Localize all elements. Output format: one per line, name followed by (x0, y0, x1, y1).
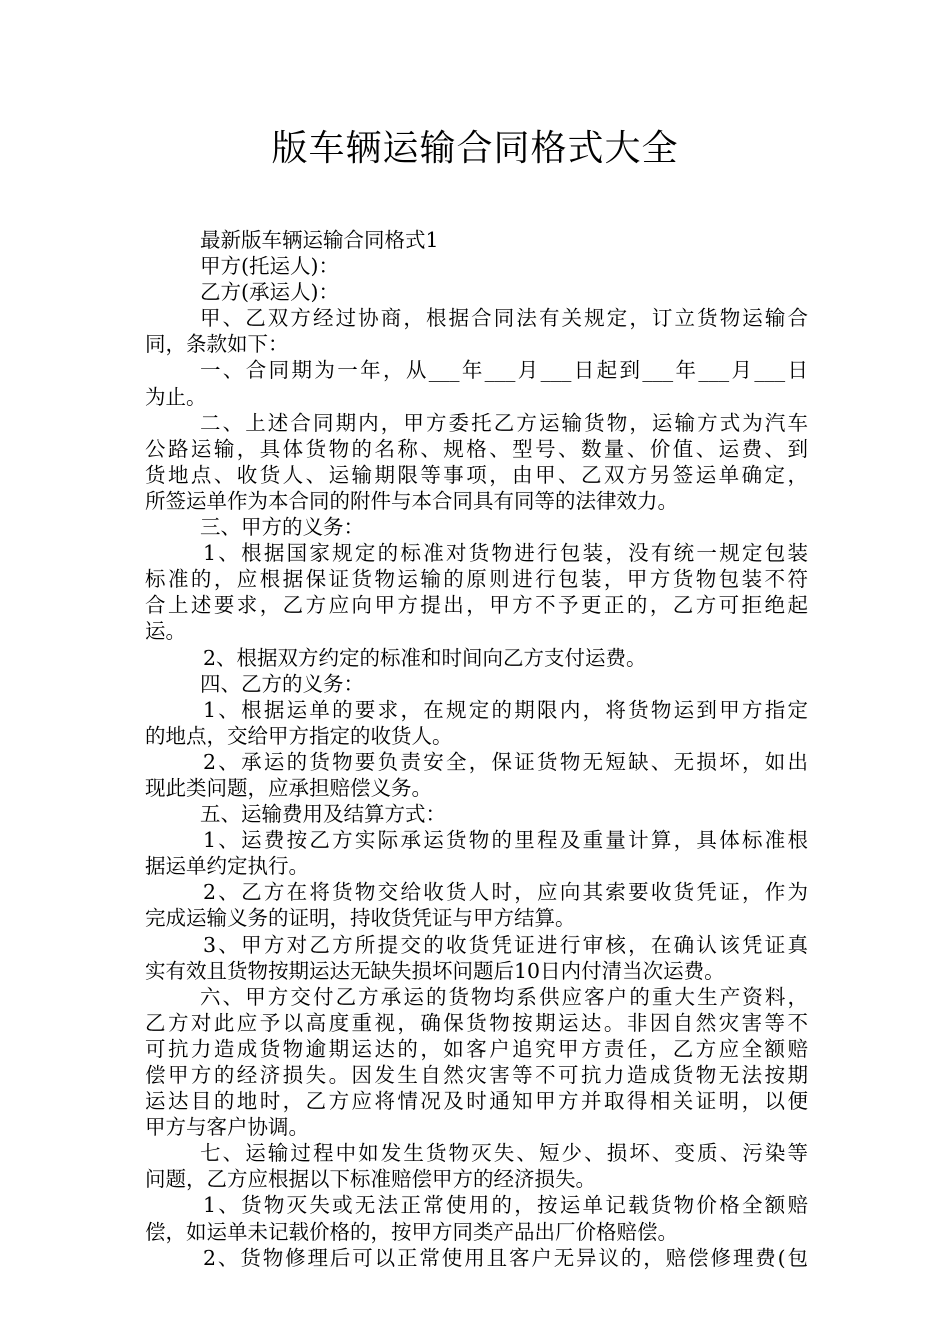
paragraph-line: 现此类问题，应承担赔偿义务。 (145, 775, 432, 800)
paragraph-line: 为止。 (145, 384, 207, 409)
paragraph-line: 五、运输费用及结算方式： (200, 802, 446, 827)
paragraph-line: 甲方与客户协调。 (145, 1115, 309, 1140)
paragraph-line: 2、货物修理后可以正常使用且客户无异议的，赔偿修理费(包 (203, 1245, 808, 1270)
paragraph-line: 2、乙方在将货物交给收货人时，应向其索要收货凭证，作为 (203, 880, 808, 905)
paragraph-line: 甲、乙双方经过协商，根据合同法有关规定，订立货物运输合 (200, 306, 808, 331)
paragraph-line: 2、根据双方约定的标准和时间向乙方支付运费。 (203, 645, 647, 670)
paragraph-line: 合上述要求，乙方应向甲方提出，甲方不予更正的，乙方可拒绝起 (145, 593, 808, 618)
paragraph-line: 乙方对此应予以高度重视，确保货物按期运达。非因自然灾害等不 (145, 1010, 808, 1035)
document-body (145, 227, 808, 1271)
paragraph-line: 七、运输过程中如发生货物灭失、短少、损坏、变质、污染等 (200, 1141, 808, 1166)
paragraph-line: 同，条款如下： (145, 332, 289, 357)
paragraph-line: 3、甲方对乙方所提交的收货凭证进行审核，在确认该凭证真 (203, 932, 808, 957)
paragraph-line: 标准的，应根据保证货物运输的原则进行包装，甲方货物包装不符 (145, 567, 808, 592)
paragraph-line: 公路运输，具体货物的名称、规格、型号、数量、价值、运费、到 (145, 436, 808, 461)
paragraph-line: 运。 (145, 619, 186, 644)
paragraph-line: 甲方(托运人)： (200, 254, 339, 279)
paragraph-line: 1、根据运单的要求，在规定的期限内，将货物运到甲方指定 (203, 697, 808, 722)
paragraph-line: 1、根据国家规定的标准对货物进行包装，没有统一规定包装 (203, 541, 808, 566)
paragraph-line: 三、甲方的义务： (200, 515, 364, 540)
paragraph-line: 最新版车辆运输合同格式1 (200, 228, 439, 252)
paragraph-line: 1、运费按乙方实际承运货物的里程及重量计算，具体标准根 (203, 828, 808, 853)
paragraph-line: 可抗力造成货物逾期运达的，如客户追究甲方责任，乙方应全额赔 (145, 1036, 808, 1061)
paragraph-line: 一、合同期为一年，从___年___月___日起到___年___月___日 (200, 358, 808, 383)
paragraph-line: 偿，如运单未记载价格的，按甲方同类产品出厂价格赔偿。 (145, 1219, 678, 1244)
paragraph-line: 问题，乙方应根据以下标准赔偿甲方的经济损失。 (145, 1167, 596, 1192)
paragraph-line: 偿甲方的经济损失。因发生自然灾害等不可抗力造成货物无法按期 (145, 1063, 808, 1087)
paragraph-line: 运达目的地时，乙方应将情况及时通知甲方并取得相关证明，以便 (145, 1089, 808, 1114)
paragraph-line: 货地点、收货人、运输期限等事项，由甲、乙双方另签运单确定， (145, 462, 808, 487)
paragraph-line: 完成运输义务的证明，持收货凭证与甲方结算。 (145, 906, 576, 931)
paragraph-line: 所签运单作为本合同的附件与本合同具有同等的法律效力。 (145, 488, 678, 513)
paragraph-line: 二、上述合同期内，甲方委托乙方运输货物，运输方式为汽车 (200, 410, 808, 435)
paragraph-line: 的地点，交给甲方指定的收货人。 (145, 723, 453, 748)
paragraph-line: 六、甲方交付乙方承运的货物均系供应客户的重大生产资料， (200, 984, 808, 1009)
paragraph-line: 四、乙方的义务： (200, 671, 364, 696)
paragraph-line: 乙方(承运人)： (200, 280, 339, 305)
paragraph-line: 2、承运的货物要负责安全，保证货物无短缺、无损坏，如出 (203, 749, 808, 774)
document-title: 版车辆运输合同格式大全 (271, 128, 679, 169)
paragraph-line: 据运单约定执行。 (145, 854, 309, 879)
paragraph-line: 实有效且货物按期运达无缺失损坏问题后10日内付清当次运费。 (145, 958, 725, 983)
paragraph-line: 1、货物灭失或无法正常使用的，按运单记载货物价格全额赔 (203, 1193, 808, 1218)
